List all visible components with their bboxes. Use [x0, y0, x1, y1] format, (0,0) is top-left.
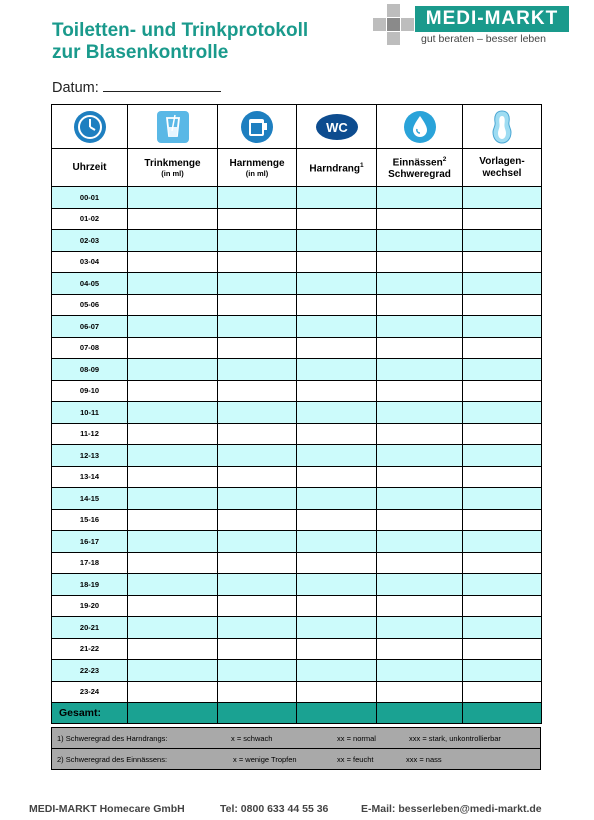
- entry-cell[interactable]: [463, 681, 542, 703]
- entry-cell[interactable]: [463, 445, 542, 467]
- note-row-urge: [52, 728, 541, 749]
- table-row: [52, 617, 542, 639]
- table-row: [52, 294, 542, 316]
- hour-cell: 13-14: [52, 466, 128, 488]
- note-level-1: x = schwach: [231, 734, 273, 743]
- entry-cell[interactable]: [297, 208, 377, 230]
- table-row: [52, 187, 542, 209]
- entry-cell[interactable]: [128, 208, 218, 230]
- note-row-wetting: [52, 749, 541, 770]
- table-row: [52, 402, 542, 424]
- hour-cell: 04-05: [52, 273, 128, 295]
- entry-cell[interactable]: [463, 509, 542, 531]
- entry-cell[interactable]: [128, 638, 218, 660]
- entry-cell[interactable]: [377, 574, 463, 596]
- hour-cell: 16-17: [52, 531, 128, 553]
- note-label: 2) Schweregrad des Einnässens:: [57, 755, 168, 764]
- hour-cell: 19-20: [52, 595, 128, 617]
- entry-cell[interactable]: [128, 402, 218, 424]
- entry-cell[interactable]: [377, 359, 463, 381]
- entry-cell[interactable]: [297, 316, 377, 338]
- entry-cell[interactable]: [218, 445, 297, 467]
- entry-cell[interactable]: [377, 638, 463, 660]
- entry-cell[interactable]: [377, 552, 463, 574]
- header-time: Uhrzeit: [52, 149, 128, 187]
- entry-cell[interactable]: [218, 294, 297, 316]
- entry-cell[interactable]: [128, 380, 218, 402]
- entry-cell[interactable]: [297, 380, 377, 402]
- entry-cell[interactable]: [297, 595, 377, 617]
- entry-cell[interactable]: [297, 187, 377, 209]
- entry-cell[interactable]: [297, 423, 377, 445]
- entry-cell[interactable]: [128, 423, 218, 445]
- entry-cell[interactable]: [218, 380, 297, 402]
- entry-cell[interactable]: [377, 251, 463, 273]
- logo-slogan: gut beraten – besser leben: [421, 33, 546, 45]
- entry-cell[interactable]: [297, 337, 377, 359]
- entry-cell[interactable]: [297, 273, 377, 295]
- entry-cell[interactable]: [128, 617, 218, 639]
- hour-cell: 01-02: [52, 208, 128, 230]
- entry-cell[interactable]: [463, 273, 542, 295]
- entry-cell[interactable]: [218, 595, 297, 617]
- entry-cell[interactable]: [463, 574, 542, 596]
- entry-cell[interactable]: [377, 488, 463, 510]
- entry-cell[interactable]: [297, 294, 377, 316]
- logo-tile: [387, 4, 400, 17]
- table-row: [52, 423, 542, 445]
- entry-cell[interactable]: [463, 294, 542, 316]
- note-level-1: x = wenige Tropfen: [233, 755, 297, 764]
- entry-cell[interactable]: [218, 552, 297, 574]
- entry-cell[interactable]: [218, 509, 297, 531]
- entry-cell[interactable]: [297, 574, 377, 596]
- hour-cell: 21-22: [52, 638, 128, 660]
- hour-cell: 03-04: [52, 251, 128, 273]
- entry-cell[interactable]: [463, 617, 542, 639]
- entry-cell[interactable]: [377, 660, 463, 682]
- table-row: [52, 660, 542, 682]
- entry-cell[interactable]: [218, 187, 297, 209]
- entry-cell[interactable]: [128, 316, 218, 338]
- entry-cell[interactable]: [377, 402, 463, 424]
- hour-cell: 11-12: [52, 423, 128, 445]
- table-row: [52, 466, 542, 488]
- entry-cell[interactable]: [377, 445, 463, 467]
- entry-cell[interactable]: [463, 595, 542, 617]
- table-row: [52, 273, 542, 295]
- entry-cell[interactable]: [128, 574, 218, 596]
- entry-cell[interactable]: [463, 660, 542, 682]
- note-label: 1) Schweregrad des Harndrangs:: [57, 734, 168, 743]
- entry-cell[interactable]: [128, 552, 218, 574]
- date-field[interactable]: [52, 79, 221, 96]
- logo-tile: [387, 18, 400, 31]
- note-level-2: xx = feucht: [337, 755, 374, 764]
- entry-cell[interactable]: [377, 681, 463, 703]
- hour-cell: 02-03: [52, 230, 128, 252]
- entry-cell[interactable]: [218, 574, 297, 596]
- entry-cell[interactable]: [377, 208, 463, 230]
- entry-cell[interactable]: [218, 617, 297, 639]
- entry-cell[interactable]: [377, 380, 463, 402]
- entry-cell[interactable]: [377, 273, 463, 295]
- header-urge: Harndrang$^1$: [297, 149, 377, 187]
- entry-cell[interactable]: [218, 402, 297, 424]
- entry-cell[interactable]: [128, 273, 218, 295]
- table-row: [52, 488, 542, 510]
- sum-cell[interactable]: [297, 703, 377, 724]
- footer-email[interactable]: E-Mail: besserleben@medi-markt.de: [361, 803, 542, 815]
- entry-cell[interactable]: [218, 337, 297, 359]
- entry-cell[interactable]: [128, 251, 218, 273]
- hour-cell: 20-21: [52, 617, 128, 639]
- entry-cell[interactable]: [128, 681, 218, 703]
- sum-cell[interactable]: [463, 703, 542, 724]
- sum-cell[interactable]: [218, 703, 297, 724]
- icon-row: [52, 105, 542, 149]
- note-level-2: xx = normal: [337, 734, 376, 743]
- table-row: [52, 208, 542, 230]
- entry-cell[interactable]: [218, 230, 297, 252]
- pad-icon: [491, 110, 513, 144]
- hour-cell: 00-01: [52, 187, 128, 209]
- table-row: [52, 509, 542, 531]
- hour-cell: 23-24: [52, 681, 128, 703]
- logo-tile: [401, 18, 414, 31]
- title-line-1: Toiletten- und Trinkprotokoll: [52, 20, 309, 41]
- sum-label: Gesamt:: [52, 703, 128, 724]
- header-drink-amount: Trinkmenge (in ml): [128, 149, 218, 187]
- entry-cell[interactable]: [377, 531, 463, 553]
- entry-cell[interactable]: [463, 187, 542, 209]
- entry-cell[interactable]: [297, 402, 377, 424]
- entry-cell[interactable]: [377, 187, 463, 209]
- hour-cell: 05-06: [52, 294, 128, 316]
- logo-tile: [387, 32, 400, 45]
- table-row: [52, 230, 542, 252]
- table-row: [52, 337, 542, 359]
- clock-icon: [73, 110, 107, 144]
- entry-cell[interactable]: [128, 445, 218, 467]
- entry-cell[interactable]: [128, 466, 218, 488]
- note-level-3: xxx = stark, unkontrollierbar: [409, 734, 501, 743]
- entry-cell[interactable]: [218, 273, 297, 295]
- water-drop-icon: [403, 110, 437, 144]
- entry-cell[interactable]: [377, 423, 463, 445]
- hour-cell: 18-19: [52, 574, 128, 596]
- entry-cell[interactable]: [128, 294, 218, 316]
- entry-cell[interactable]: [218, 208, 297, 230]
- entry-cell[interactable]: [128, 187, 218, 209]
- entry-cell[interactable]: [128, 488, 218, 510]
- table-row: [52, 251, 542, 273]
- header-urine-amount: Harnmenge (in ml): [218, 149, 297, 187]
- hour-cell: 10-11: [52, 402, 128, 424]
- entry-cell[interactable]: [377, 294, 463, 316]
- entry-cell[interactable]: [463, 638, 542, 660]
- notes-table: [51, 727, 541, 770]
- entry-cell[interactable]: [463, 337, 542, 359]
- entry-cell[interactable]: [128, 359, 218, 381]
- entry-cell[interactable]: [218, 531, 297, 553]
- protocol-table: [51, 104, 542, 724]
- hour-cell: 12-13: [52, 445, 128, 467]
- note-level-3: xxx = nass: [406, 755, 442, 764]
- table-row: [52, 359, 542, 381]
- entry-cell[interactable]: [128, 509, 218, 531]
- entry-cell[interactable]: [218, 681, 297, 703]
- entry-cell[interactable]: [297, 617, 377, 639]
- logo-name: MEDI-MARKT: [415, 6, 569, 32]
- entry-cell[interactable]: [297, 531, 377, 553]
- table-row: [52, 380, 542, 402]
- title-line-2: zur Blasenkontrolle: [52, 42, 229, 63]
- entry-cell[interactable]: [463, 316, 542, 338]
- entry-cell[interactable]: [297, 509, 377, 531]
- urine-container-icon: [240, 110, 274, 144]
- entry-cell[interactable]: [218, 660, 297, 682]
- entry-cell[interactable]: [297, 359, 377, 381]
- entry-cell[interactable]: [463, 230, 542, 252]
- entry-cell[interactable]: [218, 316, 297, 338]
- entry-cell[interactable]: [377, 337, 463, 359]
- hour-cell: 14-15: [52, 488, 128, 510]
- entry-cell[interactable]: [128, 531, 218, 553]
- entry-cell[interactable]: [463, 531, 542, 553]
- date-label: Datum:: [52, 80, 99, 96]
- table-row: [52, 316, 542, 338]
- entry-cell[interactable]: [377, 509, 463, 531]
- table-row: [52, 681, 542, 703]
- hour-cell: 22-23: [52, 660, 128, 682]
- date-line[interactable]: [103, 79, 221, 92]
- entry-cell[interactable]: [218, 488, 297, 510]
- entry-cell[interactable]: [463, 552, 542, 574]
- entry-cell[interactable]: [463, 488, 542, 510]
- entry-cell[interactable]: [218, 423, 297, 445]
- sum-cell[interactable]: [128, 703, 218, 724]
- entry-cell[interactable]: [297, 466, 377, 488]
- entry-cell[interactable]: [128, 337, 218, 359]
- sum-row: [52, 703, 542, 724]
- entry-cell[interactable]: [297, 445, 377, 467]
- entry-cell[interactable]: [218, 466, 297, 488]
- table-row: [52, 445, 542, 467]
- table-row: [52, 574, 542, 596]
- entry-cell[interactable]: [463, 402, 542, 424]
- medi-markt-logo: [373, 4, 573, 50]
- footer-company: MEDI-MARKT Homecare GmbH: [29, 803, 185, 815]
- entry-cell[interactable]: [377, 316, 463, 338]
- entry-cell[interactable]: [128, 660, 218, 682]
- entry-cell[interactable]: [463, 423, 542, 445]
- table-row: [52, 552, 542, 574]
- entry-cell[interactable]: [377, 595, 463, 617]
- drinking-glass-icon: [157, 111, 189, 143]
- entry-cell[interactable]: [377, 230, 463, 252]
- hour-cell: 15-16: [52, 509, 128, 531]
- entry-cell[interactable]: [218, 359, 297, 381]
- entry-cell[interactable]: [218, 251, 297, 273]
- hour-cell: 07-08: [52, 337, 128, 359]
- hour-cell: 17-18: [52, 552, 128, 574]
- entry-cell[interactable]: [463, 466, 542, 488]
- entry-cell[interactable]: [297, 251, 377, 273]
- header-wetting-severity: Einnässen$^2$ Schweregrad: [377, 149, 463, 187]
- entry-cell[interactable]: [463, 380, 542, 402]
- entry-cell[interactable]: [128, 595, 218, 617]
- wc-text: WC: [325, 119, 348, 135]
- footer-phone: Tel: 0800 633 44 55 36: [220, 803, 329, 815]
- entry-cell[interactable]: [463, 359, 542, 381]
- hour-cell: 08-09: [52, 359, 128, 381]
- entry-cell[interactable]: [297, 681, 377, 703]
- entry-cell[interactable]: [297, 488, 377, 510]
- entry-cell[interactable]: [377, 466, 463, 488]
- logo-tile: [373, 18, 386, 31]
- document-title: [52, 20, 372, 64]
- entry-cell[interactable]: [218, 638, 297, 660]
- entry-cell[interactable]: [128, 230, 218, 252]
- table-row: [52, 531, 542, 553]
- wc-icon: [315, 113, 359, 141]
- entry-cell[interactable]: [377, 617, 463, 639]
- sum-cell[interactable]: [377, 703, 463, 724]
- hour-cell: 09-10: [52, 380, 128, 402]
- entry-cell[interactable]: [463, 251, 542, 273]
- hour-cell: 06-07: [52, 316, 128, 338]
- entry-cell[interactable]: [297, 230, 377, 252]
- entry-cell[interactable]: [463, 208, 542, 230]
- entry-cell[interactable]: [297, 638, 377, 660]
- table-row: [52, 595, 542, 617]
- header-pad-change: Vorlagen- wechsel: [463, 149, 542, 187]
- header-row: [52, 149, 542, 187]
- entry-cell[interactable]: [297, 552, 377, 574]
- table-row: [52, 638, 542, 660]
- entry-cell[interactable]: [297, 660, 377, 682]
